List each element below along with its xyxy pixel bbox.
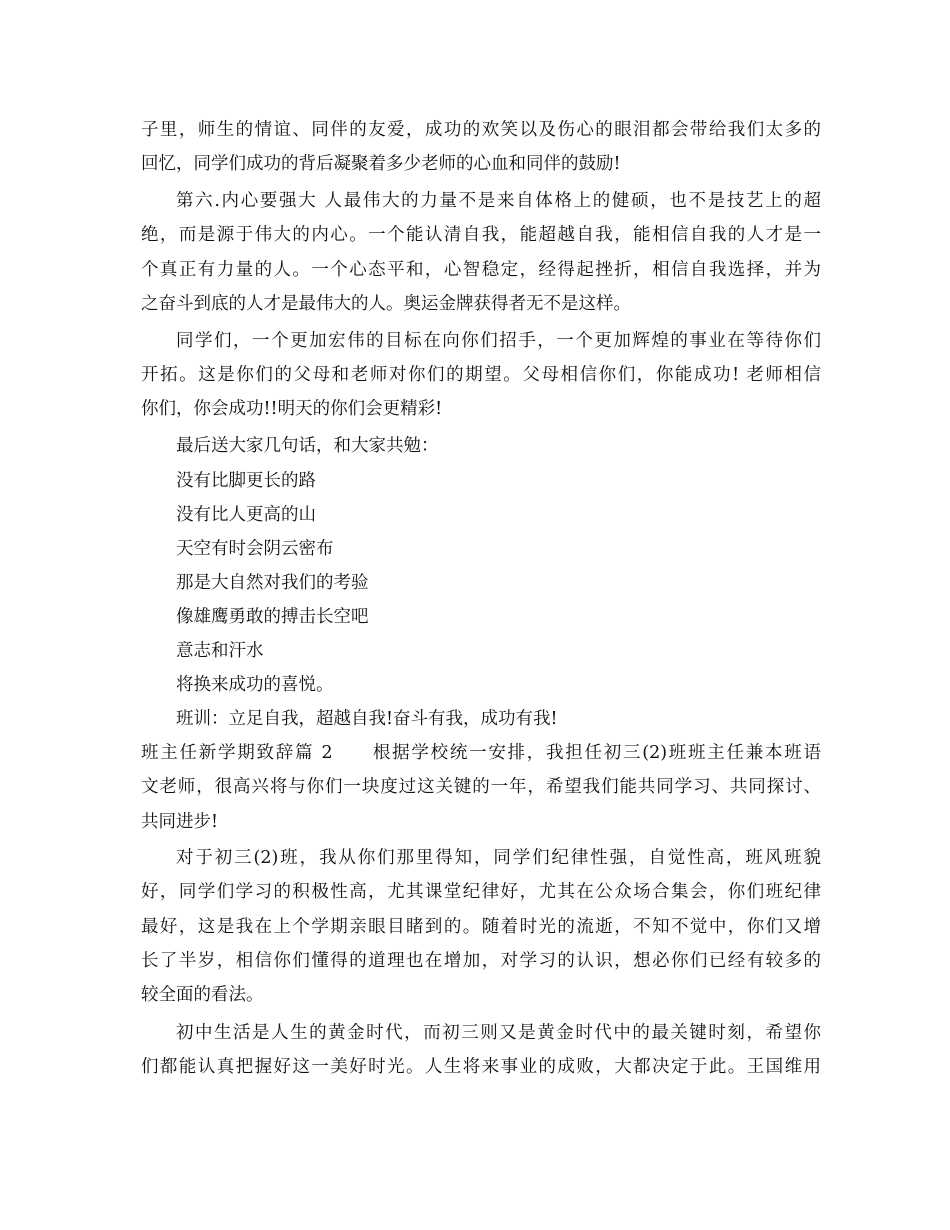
section-heading-line: 班主任新学期致辞篇 2 根据学校统一安排，我担任初三(2)班班主任兼本班语 bbox=[141, 743, 821, 763]
text-line: 初中生活是人生的黄金时代，而初三则又是黄金时代中的最关键时刻，希望你 bbox=[176, 1023, 821, 1043]
text-line: 较全面的看法。 bbox=[141, 985, 264, 1005]
text-line: 之奋斗到底的人才是最伟大的人。奥运金牌获得者无不是这样。 bbox=[141, 294, 631, 314]
text-line: 那是大自然对我们的考验 bbox=[176, 573, 369, 593]
text-line: 没有比脚更长的路 bbox=[176, 471, 316, 491]
text-line: 共同进步! bbox=[141, 812, 219, 832]
text-line: 班训：立足自我，超越自我!奋斗有我，成功有我! bbox=[176, 709, 558, 729]
text-line: 绝，而是源于伟大的内心。一个能认清自我，能超越自我，能相信自我的人才是一 bbox=[141, 225, 821, 245]
text-line: 个真正有力量的人。一个心态平和，心智稳定，经得起挫折，相信自我选择，并为 bbox=[141, 260, 821, 280]
text-line: 文老师，很高兴将与你们一块度过这关键的一年，希望我们能共同学习、共同探讨、 bbox=[141, 777, 821, 797]
text-line: 好，同学们学习的积极性高，尤其课堂纪律好，尤其在公众场合集会，你们班纪律 bbox=[141, 882, 821, 902]
text-line: 意志和汗水 bbox=[176, 641, 264, 661]
text-line: 天空有时会阴云密布 bbox=[176, 539, 334, 559]
text-line: 同学们，一个更加宏伟的目标在向你们招手，一个更加辉煌的事业在等待你们 bbox=[176, 331, 821, 351]
text-line: 长了半岁，相信你们懂得的道理也在增加，对学习的认识，想必你们已经有较多的 bbox=[141, 951, 821, 971]
text-line: 们都能认真把握好这一美好时光。人生将来事业的成败，大都决定于此。王国维用 bbox=[141, 1057, 821, 1077]
text-line: 没有比人更高的山 bbox=[176, 505, 316, 525]
text-line: 对于初三(2)班，我从你们那里得知，同学们纪律性强，自觉性高，班风班貌 bbox=[176, 848, 821, 868]
text-line: 最好，这是我在上个学期亲眼目睹到的。随着时光的流逝，不知不觉中，你们又增 bbox=[141, 917, 821, 937]
text-line: 子里，师生的情谊、同伴的友爱，成功的欢笑以及伤心的眼泪都会带给我们太多的 bbox=[141, 120, 821, 140]
text-line: 最后送大家几句话，和大家共勉： bbox=[176, 436, 439, 456]
text-line: 第六.内心要强大 人最伟大的力量不是来自体格上的健硕，也不是技艺上的超 bbox=[176, 191, 821, 211]
text-line: 像雄鹰勇敢的搏击长空吧 bbox=[176, 607, 369, 627]
text-line: 开拓。这是你们的父母和老师对你们的期望。父母相信你们，你能成功! 老师相信 bbox=[141, 365, 821, 385]
text-line: 将换来成功的喜悦。 bbox=[176, 675, 334, 695]
text-line: 你们，你会成功!!明天的你们会更精彩! bbox=[141, 399, 443, 419]
text-line: 回忆，同学们成功的背后凝聚着多少老师的心血和同伴的鼓励! bbox=[141, 154, 621, 174]
